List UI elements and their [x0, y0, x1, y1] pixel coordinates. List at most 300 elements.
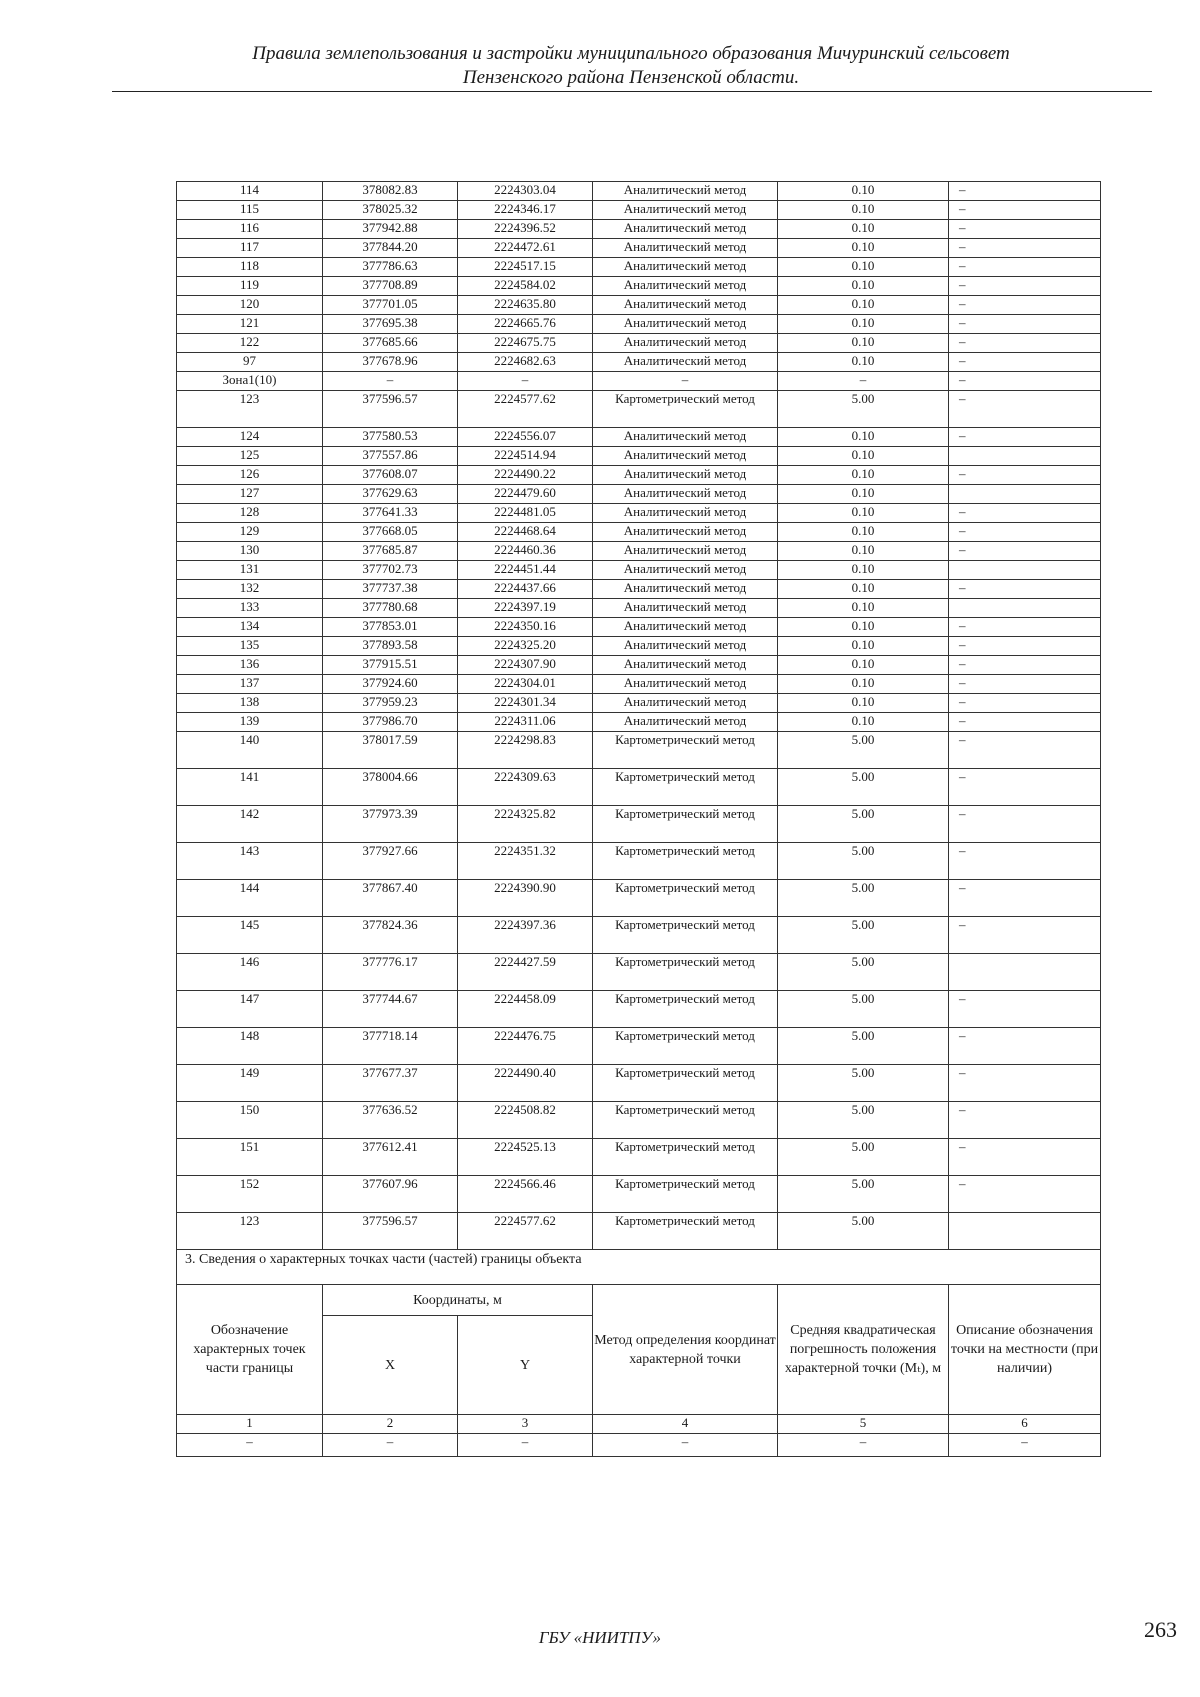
table-cell: 115: [177, 201, 323, 220]
table-cell: Аналитический метод: [593, 599, 778, 618]
table-cell: Картометрический метод: [593, 1028, 778, 1065]
table-row: [177, 258, 1101, 277]
table-cell: 5.00: [778, 1139, 949, 1176]
table-row: [177, 732, 1101, 769]
table-row: [177, 353, 1101, 372]
table-cell: 2224481.05: [458, 504, 593, 523]
table-cell: 0.10: [778, 201, 949, 220]
table-cell: 377986.70: [323, 713, 458, 732]
table-cell: –: [949, 296, 1101, 315]
table-cell: 377701.05: [323, 296, 458, 315]
table-cell: Аналитический метод: [593, 447, 778, 466]
table-cell: 2224525.13: [458, 1139, 593, 1176]
table-cell: 2224458.09: [458, 991, 593, 1028]
table-cell: Аналитический метод: [593, 656, 778, 675]
table-cell: –: [323, 372, 458, 391]
table-cell: 142: [177, 806, 323, 843]
table-cell: 5.00: [778, 391, 949, 428]
column-number: 6: [949, 1415, 1101, 1434]
table-cell: –: [949, 769, 1101, 806]
table-cell: 378017.59: [323, 732, 458, 769]
table-cell: 377668.05: [323, 523, 458, 542]
table-cell: 2224346.17: [458, 201, 593, 220]
table-cell: –: [949, 713, 1101, 732]
table-row: [177, 466, 1101, 485]
table-cell: 2224566.46: [458, 1176, 593, 1213]
table-cell: 131: [177, 561, 323, 580]
table-cell: 377973.39: [323, 806, 458, 843]
table-cell: Аналитический метод: [593, 561, 778, 580]
table-cell: 2224397.36: [458, 917, 593, 954]
header-y: Y: [458, 1316, 593, 1415]
table-cell: 377685.66: [323, 334, 458, 353]
table-cell: 129: [177, 523, 323, 542]
table-cell: 2224517.15: [458, 258, 593, 277]
table-row: [177, 182, 1101, 201]
table-cell: 5.00: [778, 1065, 949, 1102]
table-cell: 378004.66: [323, 769, 458, 806]
column-number: 5: [778, 1415, 949, 1434]
table-row: [177, 1213, 1101, 1250]
table-cell: Аналитический метод: [593, 353, 778, 372]
table-cell: 5.00: [778, 991, 949, 1028]
table-cell: 377786.63: [323, 258, 458, 277]
table-cell: [949, 485, 1101, 504]
table-cell: –: [949, 334, 1101, 353]
table-cell: 5.00: [778, 1028, 949, 1065]
table-row: [177, 334, 1101, 353]
table-cell: 5.00: [778, 769, 949, 806]
table-cell: 2224396.52: [458, 220, 593, 239]
table-cell: [949, 1213, 1101, 1250]
table-cell: 140: [177, 732, 323, 769]
table-cell: –: [949, 618, 1101, 637]
table-cell: –: [949, 523, 1101, 542]
table-cell: 0.10: [778, 580, 949, 599]
table-cell: 377607.96: [323, 1176, 458, 1213]
table-cell: 119: [177, 277, 323, 296]
table-cell: 2224577.62: [458, 1213, 593, 1250]
coordinates-rows: [177, 182, 1101, 1250]
table-cell: 123: [177, 1213, 323, 1250]
table-cell: 0.10: [778, 618, 949, 637]
table-cell: 145: [177, 917, 323, 954]
table-cell: 2224476.75: [458, 1028, 593, 1065]
table-cell: 151: [177, 1139, 323, 1176]
table-row: [177, 391, 1101, 428]
table-cell: –: [949, 806, 1101, 843]
table-cell: Аналитический метод: [593, 334, 778, 353]
table-cell: 137: [177, 675, 323, 694]
table-cell: 143: [177, 843, 323, 880]
table-row: [177, 917, 1101, 954]
table-cell: 135: [177, 637, 323, 656]
table-cell: 2224490.40: [458, 1065, 593, 1102]
table-cell: 0.10: [778, 713, 949, 732]
table-cell: 123: [177, 391, 323, 428]
empty-data-row: [177, 1434, 1101, 1457]
table-cell: 377702.73: [323, 561, 458, 580]
table-cell: 0.10: [778, 561, 949, 580]
table-cell: 2224665.76: [458, 315, 593, 334]
table-cell: –: [949, 220, 1101, 239]
table-cell: [949, 447, 1101, 466]
table-cell: Картометрический метод: [593, 1176, 778, 1213]
table-cell: –: [949, 258, 1101, 277]
table-cell: –: [949, 542, 1101, 561]
table-cell: 377685.87: [323, 542, 458, 561]
header-desc: Описание обозначения точки на местности (при наличии): [949, 1285, 1101, 1415]
table-cell: Картометрический метод: [593, 391, 778, 428]
table-row: [177, 277, 1101, 296]
table-cell: 377708.89: [323, 277, 458, 296]
table-cell: 117: [177, 239, 323, 258]
table-cell: [949, 599, 1101, 618]
table-cell: 5.00: [778, 843, 949, 880]
table-cell: [949, 954, 1101, 991]
table-cell: –: [949, 182, 1101, 201]
table-cell: Картометрический метод: [593, 1213, 778, 1250]
table-row: [177, 561, 1101, 580]
table-cell: 146: [177, 954, 323, 991]
table-cell: –: [949, 991, 1101, 1028]
table-cell: 2224472.61: [458, 239, 593, 258]
table-cell: Картометрический метод: [593, 1139, 778, 1176]
header-line-2: Пензенского района Пензенской области.: [462, 67, 800, 88]
table-cell: 2224437.66: [458, 580, 593, 599]
header-point: Обозначение характерных точек части границы: [177, 1285, 323, 1415]
table-row: [177, 220, 1101, 239]
table-cell: Картометрический метод: [593, 917, 778, 954]
table-cell: 125: [177, 447, 323, 466]
table-row: [177, 991, 1101, 1028]
table-row: [177, 1102, 1101, 1139]
section-3-title: 3. Сведения о характерных точках части (частей) границы объекта: [177, 1250, 1101, 1285]
table-cell: –: [949, 843, 1101, 880]
column-number: 2: [323, 1415, 458, 1434]
table-cell: 0.10: [778, 315, 949, 334]
table-cell: 5.00: [778, 880, 949, 917]
table-cell: 0.10: [778, 220, 949, 239]
table-cell: –: [949, 353, 1101, 372]
table-cell: –: [949, 694, 1101, 713]
table-cell: –: [949, 580, 1101, 599]
table-cell: 0.10: [778, 675, 949, 694]
table-cell: 0.10: [778, 277, 949, 296]
table-cell: 2224508.82: [458, 1102, 593, 1139]
table-cell: Аналитический метод: [593, 542, 778, 561]
table-cell: 2224635.80: [458, 296, 593, 315]
table-cell: 2224397.19: [458, 599, 593, 618]
table-cell: Аналитический метод: [593, 675, 778, 694]
table-cell: –: [949, 656, 1101, 675]
header-method: Метод определения координат характерной точки: [593, 1285, 778, 1415]
table-cell: 377678.96: [323, 353, 458, 372]
table-cell: 5.00: [778, 1213, 949, 1250]
table-cell: 149: [177, 1065, 323, 1102]
table-cell: 128: [177, 504, 323, 523]
table-row: [177, 713, 1101, 732]
table-cell: 5.00: [778, 1102, 949, 1139]
table-cell: 136: [177, 656, 323, 675]
table-cell: 2224351.32: [458, 843, 593, 880]
table-cell: 130: [177, 542, 323, 561]
table-cell: [949, 561, 1101, 580]
coordinates-table: [176, 181, 1101, 1457]
table-cell: Аналитический метод: [593, 637, 778, 656]
table-row: [177, 372, 1101, 391]
table-cell: 2224427.59: [458, 954, 593, 991]
table-row: [177, 542, 1101, 561]
table-row: [177, 504, 1101, 523]
table-cell: 122: [177, 334, 323, 353]
table-cell: –: [949, 637, 1101, 656]
table-row: [177, 618, 1101, 637]
table-cell: –: [949, 1102, 1101, 1139]
table-cell: –: [593, 1434, 778, 1457]
table-cell: 0.10: [778, 428, 949, 447]
header-error: Средняя квадратическая погрешность положения характерной точки (Mₜ), м: [778, 1285, 949, 1415]
table-cell: –: [949, 732, 1101, 769]
table-cell: 144: [177, 880, 323, 917]
table-cell: –: [949, 315, 1101, 334]
table-cell: Аналитический метод: [593, 315, 778, 334]
table-row: [177, 1176, 1101, 1213]
table-cell: –: [949, 917, 1101, 954]
header-x: X: [323, 1316, 458, 1415]
table-cell: Аналитический метод: [593, 277, 778, 296]
table-cell: Аналитический метод: [593, 504, 778, 523]
table-cell: 377580.53: [323, 428, 458, 447]
table-cell: 141: [177, 769, 323, 806]
table-cell: –: [949, 391, 1101, 428]
table-cell: 138: [177, 694, 323, 713]
table-cell: Картометрический метод: [593, 1065, 778, 1102]
table-cell: 0.10: [778, 296, 949, 315]
table-cell: 378082.83: [323, 182, 458, 201]
table-cell: Картометрический метод: [593, 732, 778, 769]
table-cell: –: [949, 504, 1101, 523]
table-cell: –: [458, 1434, 593, 1457]
table-cell: 0.10: [778, 239, 949, 258]
table-row: [177, 239, 1101, 258]
table-cell: 116: [177, 220, 323, 239]
table-cell: 377744.67: [323, 991, 458, 1028]
table-cell: –: [949, 428, 1101, 447]
table-cell: 121: [177, 315, 323, 334]
table-cell: 0.10: [778, 182, 949, 201]
table-cell: Картометрический метод: [593, 843, 778, 880]
footer-org: ГБУ «НИИТПУ»: [538, 1628, 662, 1647]
table-cell: Аналитический метод: [593, 182, 778, 201]
table-cell: 0.10: [778, 542, 949, 561]
table-cell: 2224325.82: [458, 806, 593, 843]
table-cell: –: [593, 372, 778, 391]
table-cell: –: [949, 466, 1101, 485]
table-cell: 2224325.20: [458, 637, 593, 656]
table-row: [177, 428, 1101, 447]
table-cell: 2224675.75: [458, 334, 593, 353]
table-cell: 0.10: [778, 485, 949, 504]
table-cell: 0.10: [778, 353, 949, 372]
table-cell: Картометрический метод: [593, 954, 778, 991]
table-row: [177, 580, 1101, 599]
table-cell: 377596.57: [323, 391, 458, 428]
table-cell: –: [949, 880, 1101, 917]
table-cell: Аналитический метод: [593, 428, 778, 447]
table-cell: 133: [177, 599, 323, 618]
table-cell: 148: [177, 1028, 323, 1065]
table-cell: Картометрический метод: [593, 991, 778, 1028]
table-cell: –: [949, 1065, 1101, 1102]
table-cell: Аналитический метод: [593, 220, 778, 239]
table-cell: 377867.40: [323, 880, 458, 917]
table-cell: 134: [177, 618, 323, 637]
table-cell: Аналитический метод: [593, 485, 778, 504]
table-cell: 0.10: [778, 523, 949, 542]
table-row: [177, 1139, 1101, 1176]
table-cell: –: [778, 1434, 949, 1457]
table-cell: –: [949, 239, 1101, 258]
page-header: [112, 42, 1150, 90]
table-row: [177, 769, 1101, 806]
table-row: [177, 201, 1101, 220]
table-cell: 2224682.63: [458, 353, 593, 372]
table-cell: 378025.32: [323, 201, 458, 220]
table-cell: 0.10: [778, 694, 949, 713]
table-cell: Картометрический метод: [593, 880, 778, 917]
table-cell: –: [949, 372, 1101, 391]
table-cell: Аналитический метод: [593, 618, 778, 637]
table-cell: 2224577.62: [458, 391, 593, 428]
table-cell: 377677.37: [323, 1065, 458, 1102]
table-cell: 377924.60: [323, 675, 458, 694]
header-rule: [112, 91, 1152, 92]
table-row: [177, 599, 1101, 618]
table-cell: 377853.01: [323, 618, 458, 637]
table-cell: 377636.52: [323, 1102, 458, 1139]
column-number: 1: [177, 1415, 323, 1434]
table-cell: –: [323, 1434, 458, 1457]
column-number: 4: [593, 1415, 778, 1434]
table-cell: 377557.86: [323, 447, 458, 466]
table-cell: –: [949, 201, 1101, 220]
table-row: [177, 694, 1101, 713]
table-cell: Аналитический метод: [593, 694, 778, 713]
header-line-1: Правила землепользования и застройки муниципального образования Мичуринский сельсовет: [252, 43, 1010, 64]
table-cell: Аналитический метод: [593, 239, 778, 258]
column-numbers-row: [177, 1415, 1101, 1434]
table-cell: 377776.17: [323, 954, 458, 991]
table-cell: 377612.41: [323, 1139, 458, 1176]
table-cell: 5.00: [778, 917, 949, 954]
table-cell: 2224298.83: [458, 732, 593, 769]
table-cell: 2224556.07: [458, 428, 593, 447]
table-cell: 2224304.01: [458, 675, 593, 694]
table-cell: 2224479.60: [458, 485, 593, 504]
table-row: [177, 485, 1101, 504]
table-cell: 97: [177, 353, 323, 372]
page-number: 263: [1144, 1617, 1177, 1642]
table-row: [177, 523, 1101, 542]
table-cell: 377608.07: [323, 466, 458, 485]
table-cell: 2224460.36: [458, 542, 593, 561]
table-row: [177, 656, 1101, 675]
table-cell: 377737.38: [323, 580, 458, 599]
table-cell: –: [949, 1028, 1101, 1065]
table-cell: 2224350.16: [458, 618, 593, 637]
table-cell: 2224514.94: [458, 447, 593, 466]
table-cell: 377942.88: [323, 220, 458, 239]
table-cell: 0.10: [778, 599, 949, 618]
table-row: [177, 843, 1101, 880]
table-cell: Аналитический метод: [593, 296, 778, 315]
table-cell: –: [458, 372, 593, 391]
table-cell: –: [177, 1434, 323, 1457]
table-cell: 2224468.64: [458, 523, 593, 542]
table-cell: Картометрический метод: [593, 769, 778, 806]
table-cell: 2224301.34: [458, 694, 593, 713]
table-cell: 147: [177, 991, 323, 1028]
table-cell: –: [949, 277, 1101, 296]
table-cell: 377893.58: [323, 637, 458, 656]
table-cell: 377718.14: [323, 1028, 458, 1065]
table-cell: 377641.33: [323, 504, 458, 523]
table-cell: 150: [177, 1102, 323, 1139]
table-cell: 5.00: [778, 954, 949, 991]
table-cell: 2224307.90: [458, 656, 593, 675]
table-cell: –: [949, 1434, 1101, 1457]
table-cell: 127: [177, 485, 323, 504]
table-row: [177, 315, 1101, 334]
column-number: 3: [458, 1415, 593, 1434]
table-cell: 377596.57: [323, 1213, 458, 1250]
table-cell: 0.10: [778, 656, 949, 675]
table-row: [177, 1028, 1101, 1065]
table-cell: –: [778, 372, 949, 391]
header-coords: Координаты, м: [323, 1285, 593, 1316]
table-cell: Аналитический метод: [593, 201, 778, 220]
table-cell: Аналитический метод: [593, 580, 778, 599]
table-cell: 124: [177, 428, 323, 447]
table-cell: 114: [177, 182, 323, 201]
table-cell: 2224451.44: [458, 561, 593, 580]
table-cell: Аналитический метод: [593, 713, 778, 732]
table-cell: –: [949, 675, 1101, 694]
table-cell: 0.10: [778, 466, 949, 485]
table-cell: 2224584.02: [458, 277, 593, 296]
table-cell: 152: [177, 1176, 323, 1213]
table-cell: –: [949, 1176, 1101, 1213]
table-row: [177, 296, 1101, 315]
table-cell: 132: [177, 580, 323, 599]
table-cell: 377824.36: [323, 917, 458, 954]
table-cell: 5.00: [778, 1176, 949, 1213]
table-cell: 377844.20: [323, 239, 458, 258]
table-cell: 0.10: [778, 504, 949, 523]
table-cell: –: [949, 1139, 1101, 1176]
table-cell: Зона1(10): [177, 372, 323, 391]
table-cell: Аналитический метод: [593, 258, 778, 277]
table-cell: 377780.68: [323, 599, 458, 618]
table-row: [177, 954, 1101, 991]
table-cell: 5.00: [778, 806, 949, 843]
table-cell: 120: [177, 296, 323, 315]
table-cell: 5.00: [778, 732, 949, 769]
table-cell: 126: [177, 466, 323, 485]
table-cell: 2224309.63: [458, 769, 593, 806]
table-cell: 0.10: [778, 258, 949, 277]
